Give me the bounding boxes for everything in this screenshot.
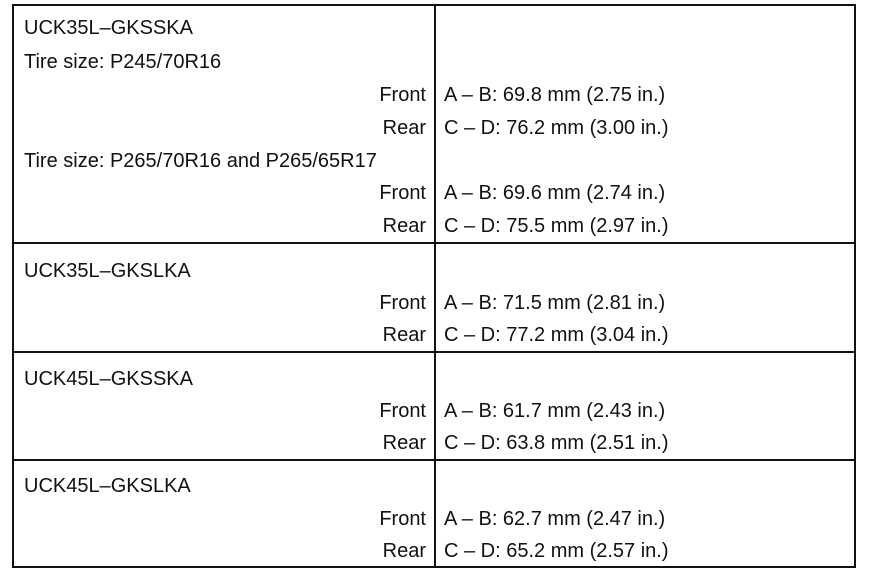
position-label: Rear — [382, 432, 426, 454]
measurement-value: C – D: 65.2 mm (2.57 in.) — [444, 540, 669, 562]
measurement-value: C – D: 77.2 mm (3.04 in.) — [444, 324, 669, 346]
measurement-value: A – B: 71.5 mm (2.81 in.) — [444, 292, 666, 314]
measurement-value: A – B: 61.7 mm (2.43 in.) — [444, 400, 666, 422]
measurement-value: A – B: 62.7 mm (2.47 in.) — [444, 508, 666, 530]
position-label: Front — [379, 84, 426, 106]
position-label: Rear — [382, 117, 426, 139]
column-divider — [434, 6, 436, 566]
model-name: UCK45L–GKSLKA — [24, 475, 191, 497]
position-label: Rear — [382, 324, 426, 346]
measurement-value: C – D: 63.8 mm (2.51 in.) — [444, 432, 669, 454]
tire-size-label: Tire size: P245/70R16 — [24, 51, 222, 73]
measurement-value: A – B: 69.8 mm (2.75 in.) — [444, 84, 666, 106]
position-label: Front — [379, 182, 426, 204]
position-label: Front — [379, 292, 426, 314]
row-divider — [14, 242, 854, 244]
position-label: Front — [379, 400, 426, 422]
measurement-value: C – D: 76.2 mm (3.00 in.) — [444, 117, 669, 139]
measurement-value: C – D: 75.5 mm (2.97 in.) — [444, 215, 669, 237]
spec-table — [12, 4, 856, 568]
position-label: Rear — [382, 540, 426, 562]
model-name: UCK35L–GKSSKA — [24, 17, 193, 39]
position-label: Front — [379, 508, 426, 530]
model-name: UCK35L–GKSLKA — [24, 260, 191, 282]
tire-size-label: Tire size: P265/70R16 and P265/65R17 — [24, 150, 377, 172]
position-label: Rear — [382, 215, 426, 237]
row-divider — [14, 459, 854, 461]
measurement-value: A – B: 69.6 mm (2.74 in.) — [444, 182, 666, 204]
model-name: UCK45L–GKSSKA — [24, 368, 193, 390]
row-divider — [14, 351, 854, 353]
